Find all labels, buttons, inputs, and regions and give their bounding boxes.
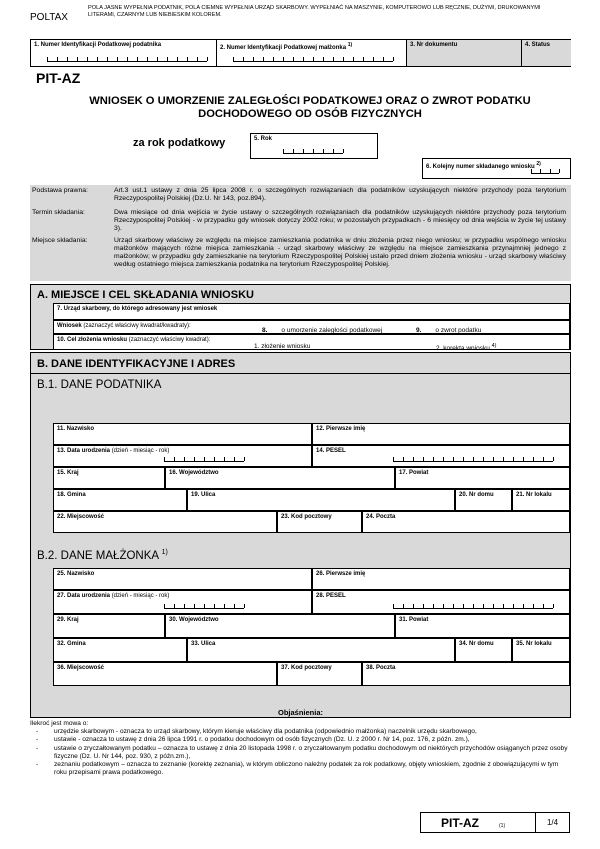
taxpayer-subsection-title: B.1. DANE PODATNIKA [37,379,162,391]
option-refund[interactable]: 9. o zwrot podatku [416,327,482,334]
digit-tick [224,604,225,608]
digit-tick [333,149,334,153]
digit-tick [393,604,394,608]
digit-tick [333,57,334,61]
digit-tick [483,604,484,608]
spouse-first-name-field[interactable]: 26. Pierwsze imię [312,568,570,590]
voivodeship-field[interactable]: 16. Województwo [165,467,395,489]
spouse-pesel-field[interactable]: 28. PESEL [312,590,570,614]
spouse-municipality-field[interactable]: 32. Gmina [53,638,187,662]
digit-tick [513,604,514,608]
digit-tick [523,457,524,461]
digit-tick [303,57,304,61]
digit-tick [244,457,245,461]
digit-tick [293,149,294,153]
footer-form-code: PIT-AZ [441,816,479,830]
digit-tick [184,457,185,461]
digit-tick [473,604,474,608]
explanation-item: - ustawie - oznacza to ustawę z dnia 26 lipca 1991 r. o podatku dochodowym od osób fizycznych (Dz. U. z 2000 r. Nr 14, poz. 176, z późn. zm.), [36,736,470,744]
option-remission[interactable]: 8. o umorzenie zaległości podatkowej [262,327,383,334]
digit-tick [523,604,524,608]
digit-tick [423,457,424,461]
footer-box [420,812,570,833]
digit-tick [127,57,128,61]
digit-tick [540,169,541,173]
digit-tick [323,149,324,153]
digit-tick [57,57,58,61]
digit-tick [323,57,324,61]
digit-tick [393,57,394,61]
digit-tick [234,604,235,608]
digit-tick [503,604,504,608]
digit-tick [243,57,244,61]
digit-tick [204,604,205,608]
digit-tick [513,457,514,461]
digit-tick [164,604,165,608]
digit-tick [353,57,354,61]
digit-tick [204,457,205,461]
status-field: 4. Status [522,40,571,66]
surname-field[interactable]: 11. Nazwisko [53,423,312,445]
digit-tick [137,57,138,61]
digit-tick [543,604,544,608]
spouse-apartment-number-field[interactable]: 35. Nr lokalu [512,638,570,662]
digit-tick [107,57,108,61]
tax-year-field[interactable]: 5. Rok [250,133,378,159]
digit-tick [167,57,168,61]
house-number-field[interactable]: 20. Nr domu [455,489,512,511]
post-office-field[interactable]: 24. Poczta [362,511,570,533]
tax-office-field[interactable]: 7. Urząd skarbowy, do którego adresowany jest wniosek [53,303,570,320]
header-instructions: POLA JASNE WYPEŁNIA PODATNIK, POLA CIEMNE WYPEŁNIA URZĄD SKARBOWY. WYPEŁNIAĆ NA MASZYNIE, KOMPUTEROWO LUB RĘCZNIE, DUŻYMI, DRUKOWANYMI LITERAMI, CZARNYM LUB NIEBIESKIM KOLOREM. [88,5,541,18]
digit-tick [533,604,534,608]
spouse-surname-field[interactable]: 25. Nazwisko [53,568,312,590]
digit-tick [559,169,560,173]
page-number: 1/4 [535,813,569,832]
digit-tick [483,457,484,461]
digit-tick [463,457,464,461]
digit-tick [214,457,215,461]
legal-info-block: Podstawa prawna: Art.3 ust.1 ustawy z dnia 25 lipca 2008 r. o szczególnych rozwiązaniach dla podatników uzyskujących niektóre przychody poza terytorium Rzeczypospolitej Polskiej (Dz.U. Nr 143, poz.894). Termin składania: Dwa miesiące od dnia wejścia w życie ustawy o szczególnych rozwiązaniach dla podatników uzyskujących niektóre przychody poza terytorium Rzeczypospolitej Polskiej - w przypadku gdy wniosek dotyczy 2002 roku; w pozostałych przypadkach - 6 miesięcy od dnia wejścia w życie tej ustawy 3). Miejsce składania: Urząd skarbowy właściwy ze względu na miejsce zamieszkania podatnika w dniu złożenia przez niego wniosku; w przypadku wspólnego wniosku małżonków mających różne miejsca zamieszkania - urząd skarbowy właściwy ze względu na miejsce zamieszkania przynajmniej jednego z małżonków; w przypadku gdy zamieszkanie na terytorium Rzeczypospolitej Polskiej ustało przed dniem złożenia wniosku - urząd skarbowy właściwy według ostatniego miejsca zamieszkania podatnika na terytorium Rzeczypospolitej Polskiej. [30,185,571,281]
section-a-title: A. MIEJSCE I CEL SKŁADANIA WNIOSKU [37,289,254,301]
digit-tick [147,57,148,61]
spouse-street-field[interactable]: 33. Ulica [187,638,455,662]
digit-tick [553,604,554,608]
identification-bar [30,39,571,67]
digit-tick [87,57,88,61]
option-submission[interactable]: 1. złożenie wniosku [254,343,311,350]
digit-tick [157,57,158,61]
municipality-field[interactable]: 18. Gmina [53,489,187,511]
digit-tick [47,57,48,61]
spouse-birth-date-field[interactable]: 27. Data urodzenia (dzień - miesiąc - rok) [53,590,312,614]
digit-tick [283,149,284,153]
digit-tick [423,604,424,608]
application-type-field: Wniosek (zaznaczyć właściwy kwadrat/kwadraty): 8. o umorzenie zaległości podatkowej 9. o zwrot podatku [53,320,570,334]
street-field[interactable]: 19. Ulica [187,489,455,511]
application-number-field: 6. Kolejny numer składanego wniosku $^{2)}$ [422,158,571,179]
digit-tick [234,457,235,461]
spouse-house-number-field[interactable]: 34. Nr domu [455,638,512,662]
digit-tick [393,457,394,461]
explanations-intro: Ilekroć jest mowa o: [30,720,89,727]
digit-tick [550,169,551,173]
spouse-voivodeship-field[interactable]: 30. Województwo [165,614,395,638]
nip-spouse-field[interactable]: 2. Numer Identyfikacji Podatkowej małżonka $^{1)}$ [217,40,407,66]
digit-tick [224,457,225,461]
digit-tick [303,149,304,153]
purpose-field: 10. Cel złożenia wniosku (zaznaczyć właściwy kwadrat): 1. złożenie wniosku 2. korekta wniosku $^{4)}$ [53,334,570,350]
city-field[interactable]: 22. Miejscowość [53,511,277,533]
apartment-number-field[interactable]: 21. Nr lokalu [512,489,570,511]
digit-tick [184,604,185,608]
digit-tick [373,57,374,61]
digit-tick [313,57,314,61]
explanation-item: - urzędzie skarbowym - oznacza to urząd skarbowy, którym kieruje właściwy dla podatnika (odpowiednio małżonka) naczelnik urzędu skarbowego, [36,728,477,736]
digit-tick [164,457,165,461]
digit-tick [77,57,78,61]
birth-date-field[interactable]: 13. Data urodzenia (dzień - miesiąc - rok) [53,445,312,467]
digit-tick [244,604,245,608]
digit-tick [343,57,344,61]
spouse-postal-code-field[interactable]: 37. Kod pocztowy [277,662,362,686]
digit-tick [383,57,384,61]
digit-tick [117,57,118,61]
explanation-item: - zeznaniu podatkowym – oznacza to zeznanie (korektę zeznania), w którym obliczono należny podatek za rok podatkowy, objęty wnioskiem, zgodnie z obowiązującymi w tym roku przepisami prawa podatkowego. [36,761,559,777]
digit-tick [503,457,504,461]
digit-tick [194,457,195,461]
digit-tick [453,604,454,608]
digit-tick [413,457,414,461]
country-field[interactable]: 15. Kraj [53,467,165,489]
spouse-country-field[interactable]: 29. Kraj [53,614,165,638]
tax-year-label: za rok podatkowy [133,137,226,149]
spouse-post-office-field[interactable]: 38. Poczta [362,662,570,686]
first-name-field[interactable]: 12. Pierwsze imię [312,423,570,445]
digit-tick [313,149,314,153]
spouse-subsection-title: B.2. DANE MAŁŻONKA $^{1)}$ [37,549,168,562]
digit-tick [463,604,464,608]
digit-tick [174,604,175,608]
digit-tick [493,604,494,608]
digit-tick [363,57,364,61]
nip-taxpayer-field[interactable]: 1. Numer Identyfikacji Podatkowej podatnika [31,40,217,66]
county-field[interactable]: 17. Powiat [395,467,570,489]
digit-tick [493,457,494,461]
digit-tick [253,57,254,61]
postal-code-field[interactable]: 23. Kod pocztowy [277,511,362,533]
digit-tick [67,57,68,61]
spouse-county-field[interactable]: 31. Powiat [395,614,570,638]
digit-tick [553,457,554,461]
digit-tick [283,57,284,61]
digit-tick [413,604,414,608]
digit-tick [207,57,208,61]
digit-tick [403,457,404,461]
digit-tick [543,457,544,461]
section-b [30,352,571,718]
pesel-field[interactable]: 14. PESEL [312,445,570,467]
digit-tick [214,604,215,608]
digit-tick [293,57,294,61]
spouse-city-field[interactable]: 36. Miejscowość [53,662,277,686]
digit-tick [531,169,532,173]
digit-tick [533,457,534,461]
explanation-item: - ustawie o zryczałtowanym podatku – oznacza to ustawę z dnia 20 listopada 1998 r. o zryczałtowanym podatku dochodowym od niektórych przychodów osiąganych przez osoby fizyczne (Dz. U. Nr 144, poz. 930, z późn.zm.), [36,744,568,760]
digit-tick [187,57,188,61]
digit-tick [233,57,234,61]
form-title: WNIOSEK O UMORZENIE ZALEGŁOŚCI PODATKOWEJ ORAZ O ZWROT PODATKU DOCHODOWEGO OD OSÓB FIZYCZNYCH [89,95,531,120]
digit-tick [194,604,195,608]
digit-tick [263,57,264,61]
digit-tick [473,457,474,461]
digit-tick [433,604,434,608]
digit-tick [343,149,344,153]
digit-tick [177,57,178,61]
digit-tick [433,457,434,461]
footer-version: (1) [499,823,506,829]
digit-ticks [233,58,393,62]
digit-tick [97,57,98,61]
form-logo: POLTAX [30,12,68,23]
section-b-title: B. DANE IDENTYFIKACYJNE I ADRES [37,358,236,370]
form-code: PIT-AZ [36,70,81,86]
digit-tick [443,604,444,608]
explanations-title: Objaśnienia: [277,708,323,717]
digit-ticks [47,58,207,62]
digit-tick [197,57,198,61]
option-correction[interactable]: 2. korekta wniosku $^{4)}$ [436,343,497,353]
digit-tick [453,457,454,461]
explanations [30,720,571,777]
digit-tick [174,457,175,461]
section-a [30,284,571,353]
digit-tick [443,457,444,461]
digit-tick [273,57,274,61]
digit-tick [403,604,404,608]
document-number-field: 3. Nr dokumentu [407,40,522,66]
